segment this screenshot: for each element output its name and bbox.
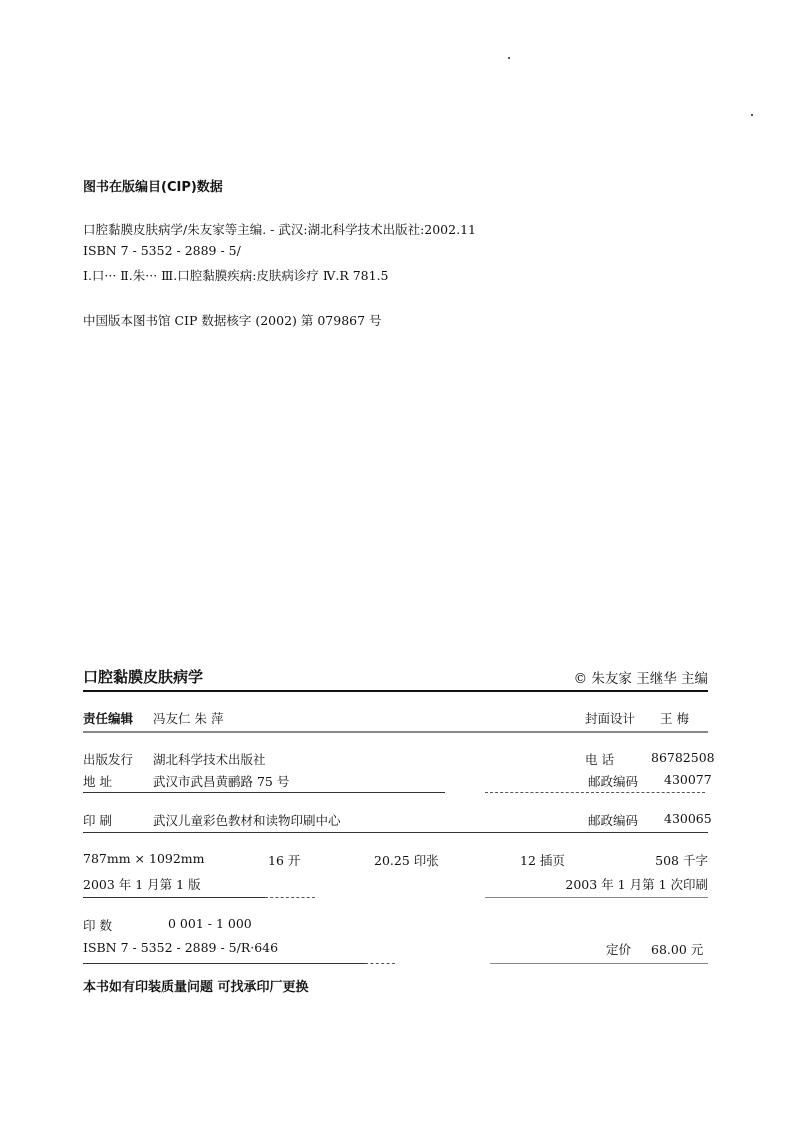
divider [265,897,315,898]
quality-notice: 本书如有印装质量问题 可找承印厂更换 [83,980,309,995]
divider [490,963,708,964]
printer-value: 武汉儿童彩色教材和读物印刷中心 [153,813,341,828]
folio: 16 开 [268,853,301,868]
address-value: 武汉市武昌黄鹂路 75 号 [153,774,290,789]
publisher-value: 湖北科学技术出版社 [153,752,266,767]
cip-catalog-line: 口腔黏膜皮肤病学/朱友家等主编. - 武汉:湖北科学技术出版社:2002.11 [83,222,476,237]
book-title: 口腔黏膜皮肤病学 [83,668,204,686]
divider [83,832,708,833]
printer-postcode-value: 430065 [664,811,712,826]
divider [485,792,705,793]
responsible-editor-label: 责任编辑 [83,711,134,726]
price-label: 定价 [606,942,632,957]
cip-heading: 图书在版编目(CIP)数据 [83,180,223,195]
divider [83,792,445,793]
scan-speck [508,57,510,59]
publisher-label: 出版发行 [83,752,134,767]
cover-design-value: 王 梅 [660,711,689,726]
print-run-value: 0 001 - 1 000 [168,916,252,931]
address-label: 地 址 [83,774,112,789]
edition: 2003 年 1 月第 1 版 [83,877,201,892]
publisher-postcode-label: 邮政编码 [588,774,639,789]
isbn-full: ISBN 7 - 5352 - 2889 - 5/R·646 [83,940,279,955]
printing: 2003 年 1 月第 1 次印刷 [565,877,708,892]
printer-postcode-label: 邮政编码 [588,813,639,828]
cip-isbn-line: ISBN 7 - 5352 - 2889 - 5/ [83,243,241,258]
plates: 12 插页 [520,853,565,868]
divider [83,690,708,692]
print-run-label: 印 数 [83,918,112,933]
cover-design-label: 封面设计 [585,711,636,726]
phone-value: 86782508 [651,750,715,765]
price-value: 68.00 元 [651,942,704,957]
divider [485,897,708,898]
publisher-postcode-value: 430077 [664,772,712,787]
divider [83,963,365,964]
divider [83,897,265,898]
responsible-editor-value: 冯友仁 朱 萍 [153,711,224,726]
cip-subject-line: Ⅰ.口··· Ⅱ.朱··· Ⅲ.口腔黏膜疾病:皮肤病诊疗 Ⅳ.R 781.5 [83,268,389,283]
printed-sheets: 20.25 印张 [374,853,439,868]
format-size: 787mm × 1092mm [83,851,205,866]
divider [365,963,395,964]
printer-label: 印 刷 [83,813,112,828]
cip-record-number: 中国版本图书馆 CIP 数据核字 (2002) 第 079867 号 [83,313,382,328]
divider [83,731,708,733]
word-count: 508 千字 [655,853,708,868]
scan-speck [751,114,753,116]
phone-label: 电 话 [585,752,614,767]
authors: © 朱友家 王继华 主编 [573,671,708,687]
